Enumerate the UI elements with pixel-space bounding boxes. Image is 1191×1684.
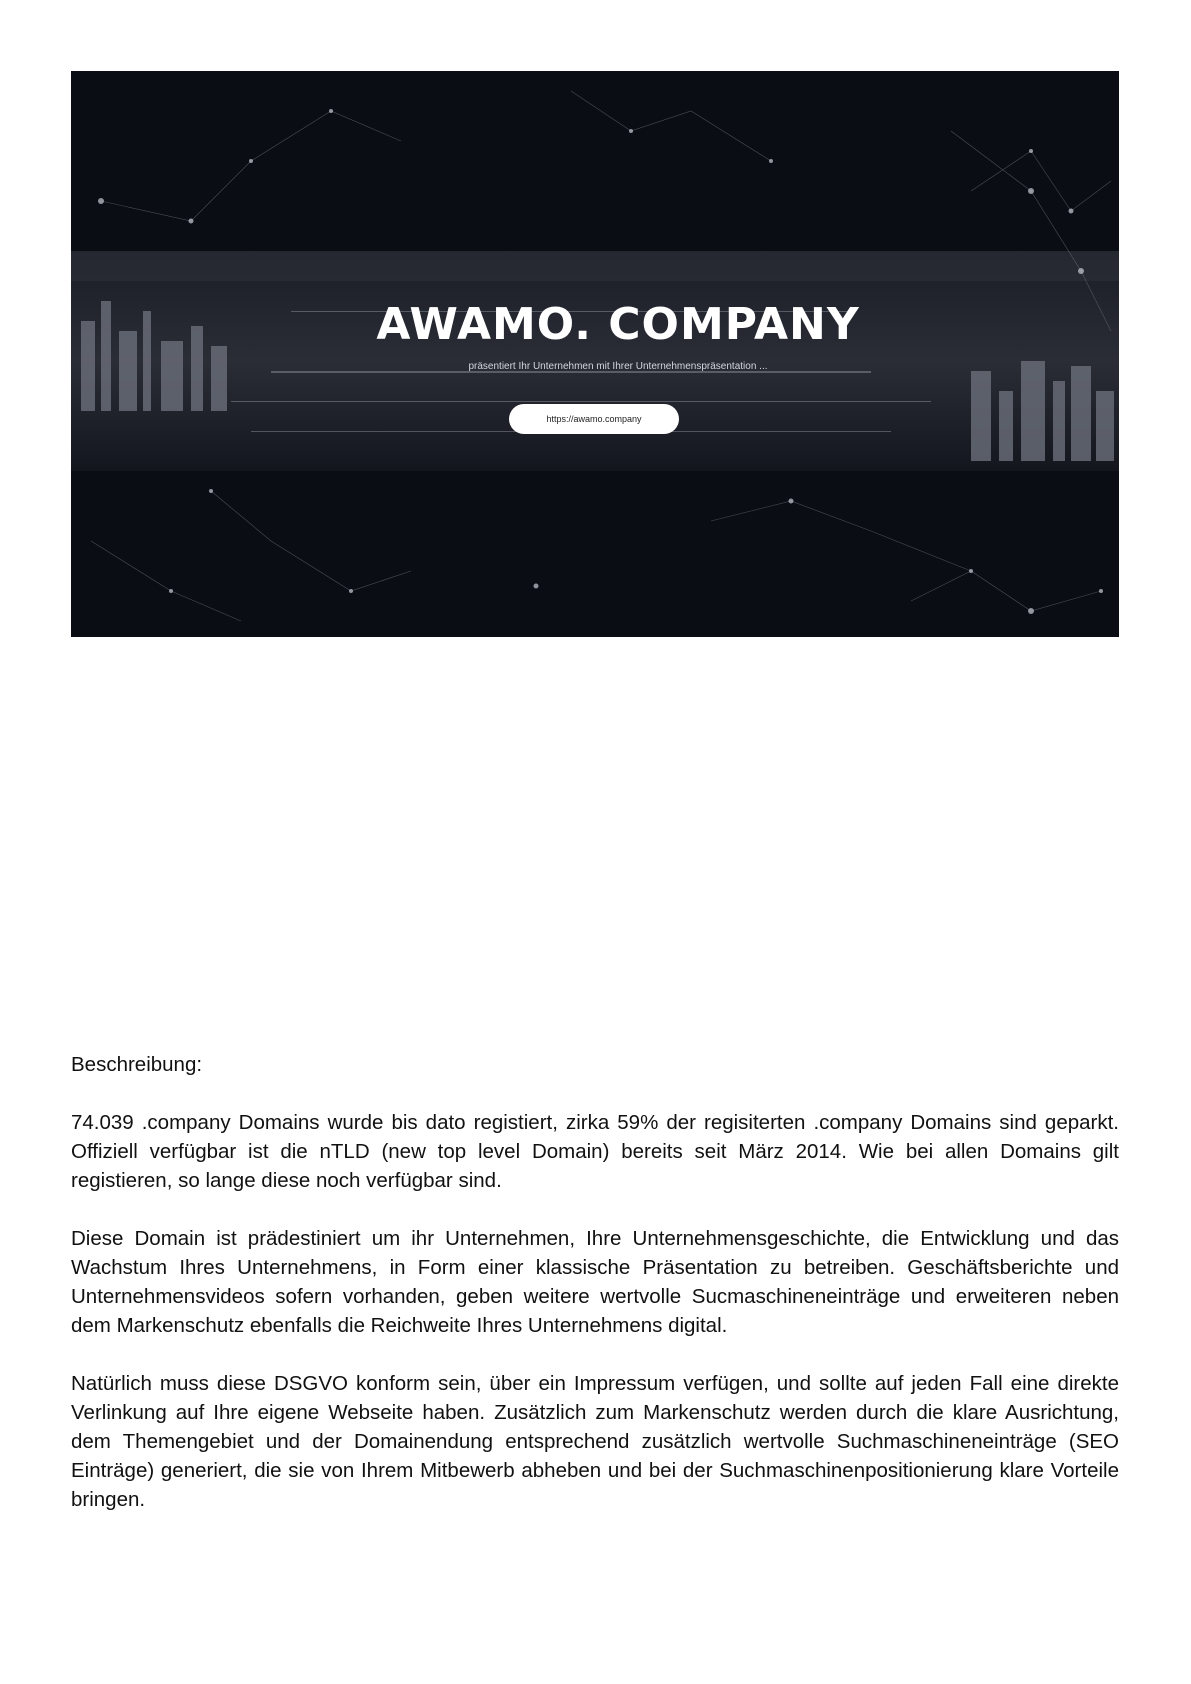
description-paragraph: 74.039 .company Domains wurde bis dato registiert, zirka 59% der regisiterten .company Domains sind geparkt. Offiziell verfügbar ist die nTLD (new top level Domain) bereits seit März 2014. Wie bei allen Domains gilt registieren, so lange diese noch verfügbar sind. — [71, 1111, 1119, 1192]
description-section — [71, 1050, 1119, 1543]
description-paragraph: Natürlich muss diese DSGVO konform sein, über ein Impressum verfügen, und sollte auf jeden Fall eine direkte Verlinkung auf Ihre eigene Webseite haben. Zusätzlich zum Markenschutz werden durch die klare Ausrichtung, dem Themengebiet und der Domainendung entsprechend zusätzlich wertvolle Suchmaschineneinträge (SEO Einträge) generiert, die sie von Ihrem Mitbewerb abheben und bei der Suchmaschinenpositionierung klare Vorteile bringen. — [71, 1372, 1119, 1511]
description-heading: Beschreibung: — [71, 1053, 203, 1076]
city-network-background — [71, 71, 1119, 637]
hero-subtitle: präsentiert Ihr Unternehmen mit Ihrer Unternehmenspräsentation ... — [468, 361, 768, 372]
description-paragraph: Diese Domain ist prädestiniert um ihr Unternehmen, Ihre Unternehmensgeschichte, die Entwicklung und das Wachstum Ihres Unternehmens, in Form einer klassische Präsentation zu betreiben. Geschäftsberichte und Unternehmensvideos sofern vorhanden, geben weitere wertvolle Sucmaschineneinträge und erweiteren neben dem Markenschutz ebenfalls die Reichweite Ihres Unternehmens digital. — [71, 1227, 1119, 1337]
hero-banner-image — [71, 71, 1119, 637]
url-button: https://awamo.company — [509, 404, 679, 434]
hero-title: AWAMO. COMPANY — [376, 299, 860, 350]
